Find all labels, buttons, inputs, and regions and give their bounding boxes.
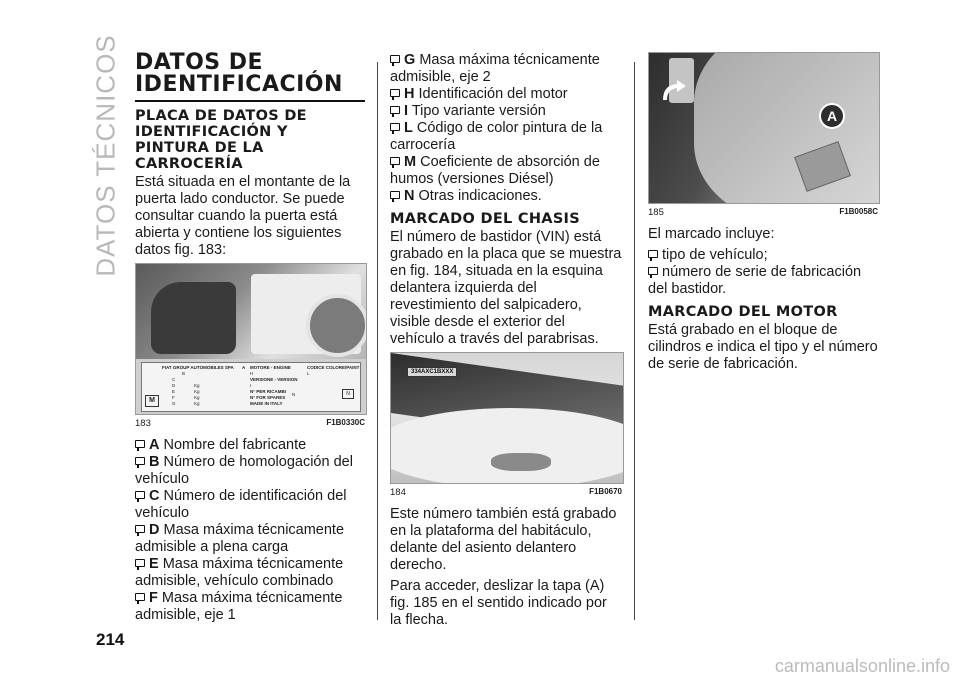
- chassis-paragraph: El número de bastidor (VIN) está grabado en la placa que se muestra en fig. 184, situada en la esquina delantera izquierda del revestimiento del salpicadero, visible desde el exterior del vehículo a través del parabrisas.: [390, 229, 622, 347]
- figure-code: F1B0670: [589, 487, 622, 496]
- interior-panel-shape: [694, 52, 880, 204]
- list-item: I Tipo variante versión: [390, 103, 622, 120]
- bullet-icon: [648, 250, 658, 258]
- figure-184: [390, 352, 624, 484]
- plate-n: N: [292, 392, 296, 397]
- list-item: L Código de color pintura de la carrocería: [390, 120, 603, 153]
- title-rule: [135, 100, 365, 102]
- seat-shape: [151, 282, 236, 354]
- bullet-icon: [648, 267, 658, 275]
- page-number: 214: [96, 630, 125, 649]
- figure-number: 183: [135, 418, 151, 429]
- intro-paragraph: Está situada en el montante de la puerta lado conductor. Se puede consultar cuando la puerta está abierta y contiene los siguientes datos fig. 183:: [135, 174, 351, 258]
- plate-a: A: [242, 365, 246, 370]
- plate-g: G: [172, 401, 176, 406]
- chassis-heading: MARCADO DEL CHASIS: [390, 211, 580, 227]
- list-item: E Masa máxima técnicamente admisible, vehículo combinado: [135, 556, 344, 589]
- column-1: [135, 52, 365, 624]
- column-3: [648, 52, 878, 377]
- figure-code: F1B0058C: [839, 207, 878, 216]
- plate-ricambi: N° PER RICAMBI: [250, 389, 287, 394]
- plate-kg: Kg: [194, 383, 200, 388]
- plate-spares: N° FOR SPARES: [250, 395, 286, 400]
- list-item: D Masa máxima técnicamente admisible a plena carga: [135, 522, 345, 555]
- watermark: carmanualsonline.info: [774, 656, 950, 676]
- plate-c: C: [172, 377, 176, 382]
- chassis-paragraph-2: Este número también está grabado en la plataforma del habitáculo, delante del asiento delantero derecho.: [390, 506, 617, 573]
- subsection-title: PLACA DE DATOS DE IDENTIFICACIÓN Y PINTURA DE LA CARROCERÍA: [135, 108, 307, 172]
- list-item: A Nombre del fabricante: [135, 437, 365, 454]
- identification-list: [135, 437, 365, 624]
- column-divider: [377, 62, 378, 620]
- plate-b: B: [182, 371, 186, 376]
- list-item: B Número de homologación del vehículo: [135, 454, 353, 487]
- plate-m-badge: M: [145, 395, 159, 407]
- list-item: tipo de vehículo;: [648, 247, 878, 264]
- bullet-icon: [135, 593, 145, 601]
- bullet-icon: [390, 191, 400, 199]
- identification-list-continued: [390, 52, 622, 205]
- plate-h: H: [250, 371, 254, 376]
- plate-kg: Kg: [194, 395, 200, 400]
- list-item: N Otras indicaciones.: [390, 188, 622, 205]
- bullet-icon: [135, 525, 145, 533]
- bullet-icon: [390, 55, 400, 63]
- list-item: F Masa máxima técnicamente admisible, eje 1: [135, 590, 343, 623]
- side-tab-label: DATOS TÉCNICOS: [90, 33, 121, 277]
- plate-codice: CODICE COLORE/PAINT: [307, 365, 360, 370]
- plate-i: I: [250, 383, 252, 388]
- bullet-icon: [135, 440, 145, 448]
- data-plate: [141, 362, 361, 412]
- list-item: C Número de identificación del vehículo: [135, 488, 347, 521]
- bullet-icon: [390, 123, 400, 131]
- bullet-icon: [135, 457, 145, 465]
- marking-intro: El marcado incluye:: [648, 226, 775, 242]
- plate-e: E: [172, 389, 176, 394]
- callout-badge: A: [819, 103, 845, 129]
- list-item: H Identificación del motor: [390, 86, 622, 103]
- section-title: DATOS DE IDENTIFICACIÓN: [135, 50, 343, 97]
- plate-f: F: [172, 395, 175, 400]
- figure-code: F1B0330C: [326, 418, 365, 427]
- plate-n-badge: N: [342, 389, 354, 399]
- chassis-paragraph-3: Para acceder, deslizar la tapa (A) fig. 185 en el sentido indicado por la flecha.: [390, 578, 607, 628]
- headlight-shape: [491, 453, 551, 471]
- list-item: M Coeficiente de absorción de humos (versiones Diésel): [390, 154, 600, 187]
- figure-number: 184: [390, 487, 406, 498]
- bullet-icon: [390, 157, 400, 165]
- bullet-icon: [135, 491, 145, 499]
- engine-heading: MARCADO DEL MOTOR: [648, 304, 838, 320]
- plate-d: D: [172, 383, 176, 388]
- list-item: G Masa máxima técnicamente admisible, eje 2: [390, 52, 600, 85]
- plate-kg: Kg: [194, 389, 200, 394]
- figure-185: [648, 52, 880, 204]
- plate-italy: MADE IN ITALY: [250, 401, 283, 406]
- side-tab: [90, 33, 121, 277]
- curved-arrow-icon: [659, 78, 689, 108]
- list-item: número de serie de fabricación del bastidor.: [648, 264, 862, 297]
- figure-183: [135, 263, 367, 415]
- figure-183-caption: [135, 418, 365, 429]
- bullet-icon: [390, 106, 400, 114]
- plate-kg: Kg: [194, 401, 200, 406]
- figure-number: 185: [648, 207, 664, 218]
- plate-maker: FIAT GROUP AUTOMOBILES SPA: [162, 365, 234, 370]
- figure-184-caption: [390, 487, 622, 498]
- bullet-icon: [390, 89, 400, 97]
- bullet-icon: [135, 559, 145, 567]
- figure-185-caption: [648, 207, 878, 218]
- engine-paragraph: Está grabado en el bloque de cilindros e indica el tipo y el número de serie de fabricación.: [648, 322, 878, 372]
- column-2: [390, 52, 622, 633]
- hood-shape: [390, 408, 624, 484]
- door-pillar-photo: [136, 264, 366, 359]
- wheel-shape: [306, 294, 367, 357]
- plate-version: VERSIONE - VERSION: [250, 377, 298, 382]
- plate-motor: MOTORE - ENGINE: [250, 365, 291, 370]
- column-divider: [634, 62, 635, 620]
- plate-l: L: [307, 371, 310, 376]
- vin-plate: 334AXC1BXXX: [407, 367, 457, 377]
